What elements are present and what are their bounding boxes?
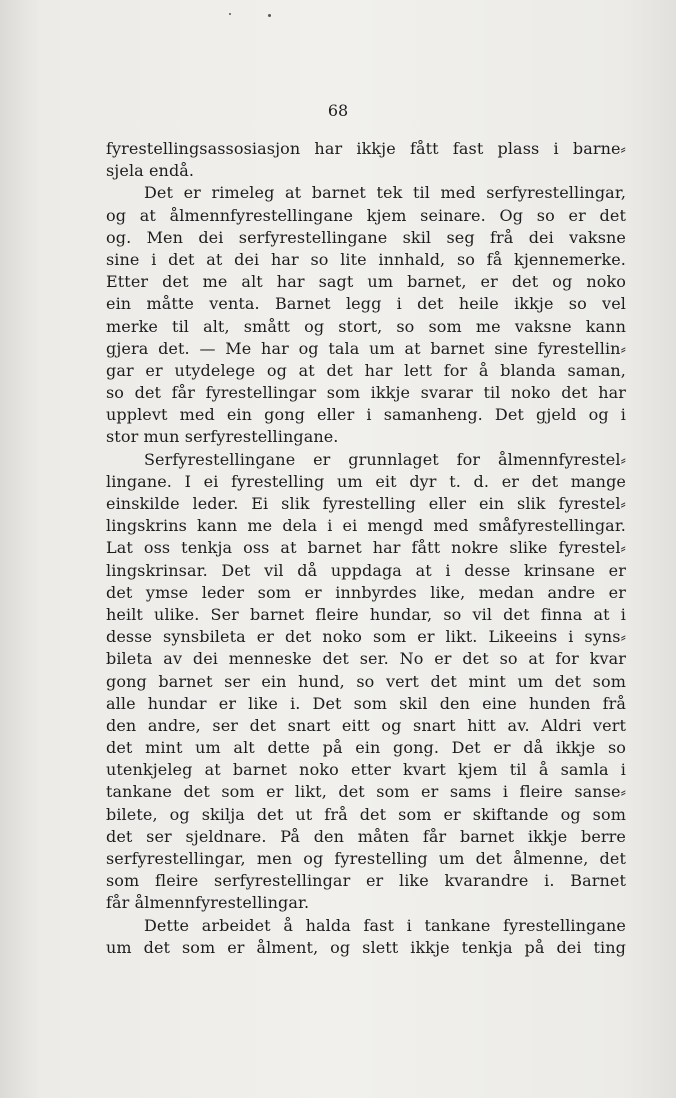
text-line: Serfyrestellingane er grunnlaget for ålmennfyrestel⸗: [144, 449, 626, 469]
text-line: lingskrins kann me dela i ei mengd med småfyrestellingar.: [106, 516, 626, 536]
text-line: gar er utydelege og at det har lett for å blanda saman,: [106, 360, 626, 380]
text-line: merke til alt, smått og stort, so som me vaksne kann: [106, 316, 626, 336]
text-line: som fleire serfyrestellingar er like kvarandre i. Barnet: [106, 871, 626, 891]
text-line: desse synsbileta er det noko som er likt. Likeeins i syns⸗: [106, 627, 626, 647]
text-line: Etter det me alt har sagt um barnet, er det og noko: [106, 272, 626, 292]
text-line: lingskrinsar. Det vil då uppdaga at i desse krinsane er: [106, 560, 626, 580]
text-line: so det får fyrestellingar som ikkje svarar til noko det har: [106, 383, 626, 403]
text-line: upplevt med ein gong eller i samanheng. Det gjeld og i: [106, 405, 626, 425]
text-line: og at ålmennfyrestellingane kjem seinare. Og so er det: [106, 205, 626, 225]
text-line: får ålmennfyrestellingar.: [106, 893, 310, 913]
text-line: sine i det at dei har so lite innhald, so få kjennemerke.: [106, 249, 626, 269]
text-line: alle hundar er like i. Det som skil den eine hunden frå: [106, 693, 626, 713]
text-line: um det som er ålment, og slett ikkje tenkja på dei ting: [106, 937, 626, 957]
text-line: utenkjeleg at barnet noko etter kvart kjem til å samla i: [106, 760, 626, 780]
text-line: det ser sjeldnare. På den måten får barnet ikkje berre: [106, 826, 626, 846]
text-line: fyrestellingsassosiasjon har ikkje fått fast plass i barne⸗: [106, 139, 626, 158]
text-line: ein måtte venta. Barnet legg i det heile ikkje so vel: [106, 294, 626, 314]
text-line: serfyrestellingar, men og fyrestelling um det ålmenne, det: [106, 849, 626, 868]
text-line: einskilde leder. Ei slik fyrestelling eller ein slik fyrestel⸗: [106, 494, 626, 513]
text-line: det ymse leder som er innbyrdes like, medan andre er: [106, 582, 626, 602]
text-line: og. Men dei serfyrestellingane skil seg frå dei vaksne: [106, 227, 626, 247]
paper-speck: [229, 13, 231, 15]
text-line: gong barnet ser ein hund, so vert det mint um det som: [106, 671, 626, 691]
text-line: bileta av dei menneske det ser. No er det so at for kvar: [106, 649, 626, 669]
text-line: det mint um alt dette på ein gong. Det er då ikkje so: [106, 738, 626, 758]
text-line: gjera det. — Me har og tala um at barnet sine fyrestellin⸗: [106, 338, 626, 358]
paper-speck: [268, 14, 271, 17]
text-line: stor mun serfyrestellingane.: [106, 427, 339, 447]
text-line: heilt ulike. Ser barnet fleire hundar, so vil det finna at i: [106, 604, 626, 624]
body-text: [106, 138, 626, 959]
text-line: Det er rimeleg at barnet tek til med serfyrestellingar,: [144, 183, 626, 203]
page-number: 68: [327, 101, 349, 120]
text-line: Dette arbeidet å halda fast i tankane fyrestellingane: [144, 915, 626, 935]
text-line: lingane. I ei fyrestelling um eit dyr t. d. er det mange: [106, 471, 626, 491]
text-line: sjela endå.: [106, 161, 195, 181]
text-line: Lat oss tenkja oss at barnet har fått nokre slike fyrestel⸗: [106, 538, 626, 558]
text-line: tankane det som er likt, det som er sams i fleire sanse⸗: [106, 782, 626, 802]
text-line: den andre, ser det snart eitt og snart hitt av. Aldri vert: [106, 715, 626, 735]
text-line: bilete, og skilja det ut frå det som er skiftande og som: [106, 804, 626, 824]
